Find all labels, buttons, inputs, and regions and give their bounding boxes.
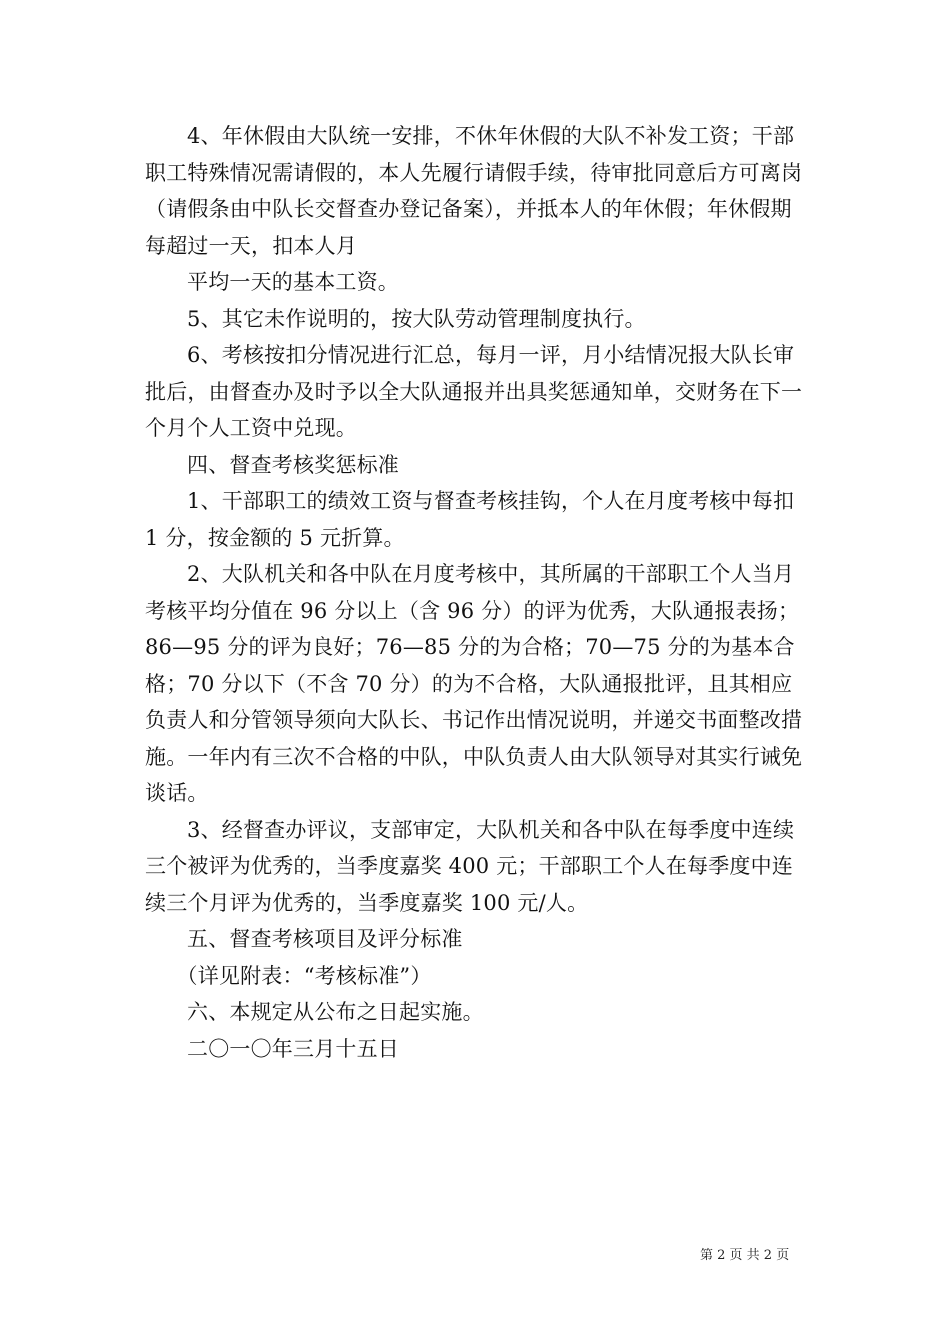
paragraph-daily-wage: 平均一天的基本工资。 (187, 270, 399, 294)
paragraph-appendix-reference: （详见附表：“考核标准”） (176, 963, 432, 988)
paragraph-effective-date: 六、本规定从公布之日起实施。 (187, 1000, 484, 1024)
section-heading-rewards: 四、督查考核奖惩标准 (187, 452, 399, 477)
document-body (145, 118, 811, 1067)
section-heading-scoring: 五、督查考核项目及评分标准 (187, 927, 463, 951)
page-number-footer: 第 2 页 共 2 页 (700, 1248, 790, 1263)
paragraph-performance-pay: 1、干部职工的绩效工资与督查考核挂钩，个人在月度考核中每扣 1 分，按金额的 5 元折算。 (145, 489, 795, 550)
paragraph-assessment-summary: 6、考核按扣分情况进行汇总，每月一评，月小结情况报大队长审批后，由督查办及时予以全大队通报并出具奖惩通知单，交财务在下一个月个人工资中兑现。 (145, 343, 803, 440)
paragraph-monthly-grading: 2、大队机关和各中队在月度考核中，其所属的干部职工个人当月考核平均分值在 96 分以上（含 96 分）的评为优秀，大队通报表扬；86—95 分的评为良好；76—85 分的为合格；70—75 分的为基本合格；70 分以下（不含 70 分）的为不合格，大队通报批评，且其相应负责人和分管领导须向大队长、书记作出情况说明，并递交书面整改措施。一年内有三次不合格的中队，中队负责人由大队领导对其实行诫免谈话。 (145, 562, 803, 805)
paragraph-annual-leave: 4、年休假由大队统一安排，不休年休假的大队不补发工资；干部职工特殊情况需请假的，本人先履行请假手续，待审批同意后方可离岗（请假条由中队长交督查办登记备案），并抵本人的年休假；年休假期每超过一天，扣本人月 (145, 124, 803, 258)
paragraph-other-rules: 5、其它未作说明的，按大队劳动管理制度执行。 (187, 306, 646, 331)
paragraph-quarterly-awards: 3、经督查办评议，支部审定，大队机关和各中队在每季度中连续三个被评为优秀的，当季度嘉奖 400 元；干部职工个人在每季度中连续三个月评为优秀的，当季度嘉奖 100 元/人。 (145, 817, 795, 915)
document-date: 二〇一〇年三月十五日 (187, 1036, 399, 1061)
